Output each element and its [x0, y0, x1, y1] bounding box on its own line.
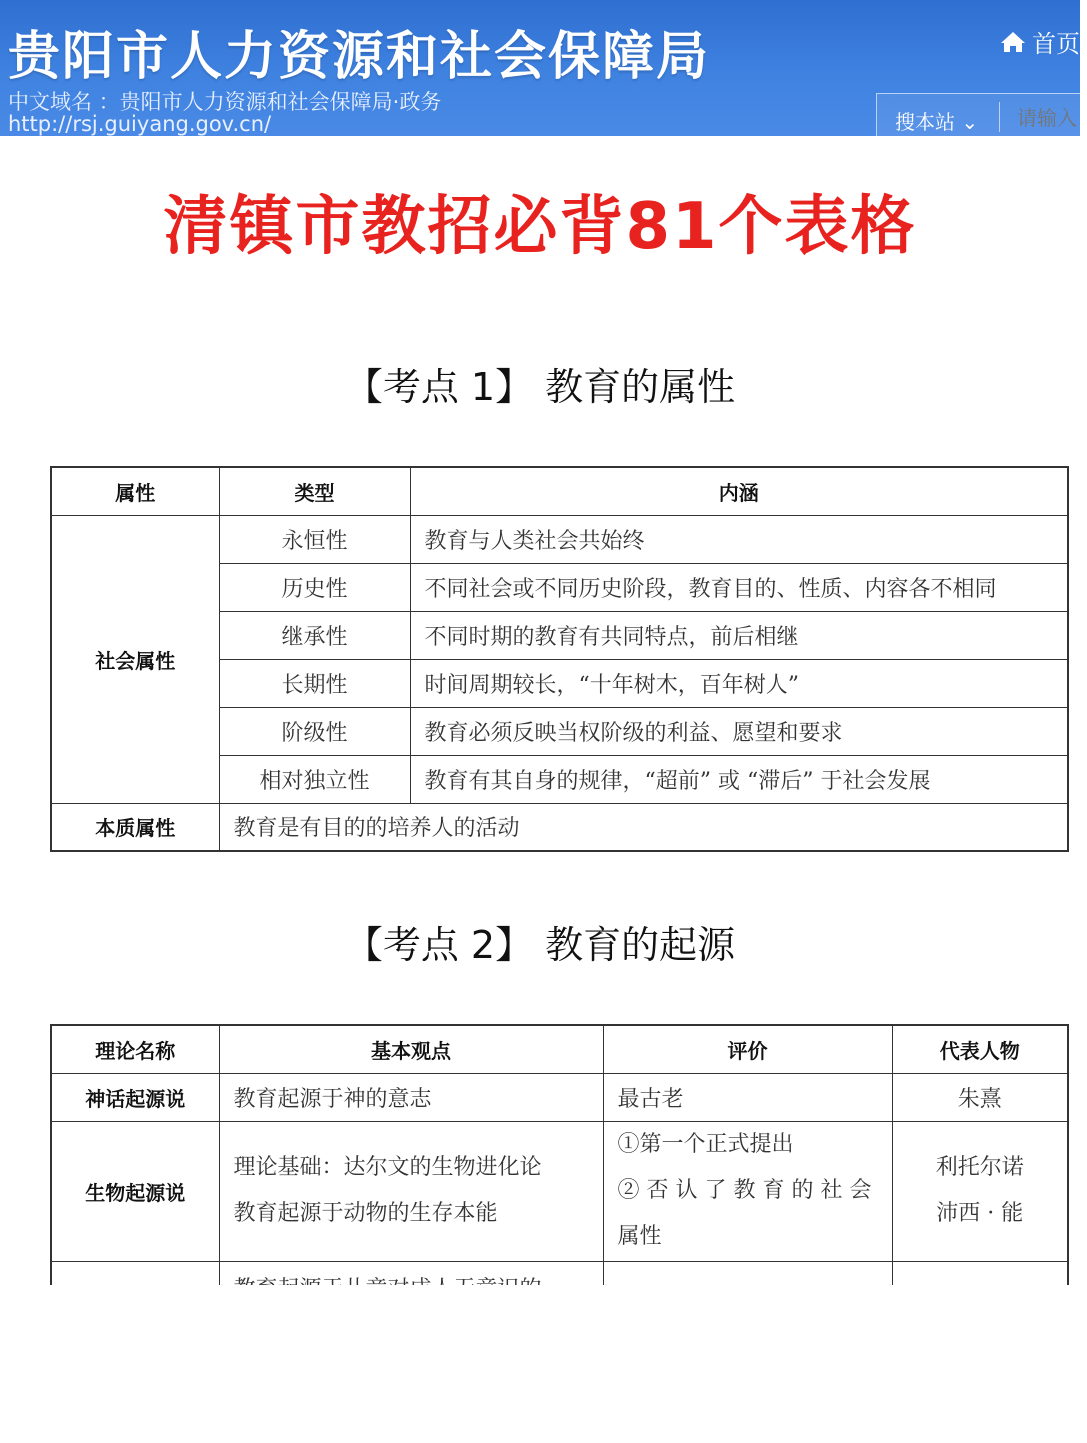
- essence-label-cell: 本质属性: [51, 803, 219, 851]
- header-cell: 评价: [603, 1025, 892, 1073]
- header-cell: 理论名称: [51, 1025, 219, 1073]
- site-title[interactable]: 贵阳市人力资源和社会保障局: [8, 27, 711, 87]
- search-divider: [999, 102, 1000, 132]
- view-cell: [219, 1121, 603, 1261]
- home-label: 首页: [1032, 30, 1080, 58]
- table-row: [51, 803, 1068, 851]
- view-line: 教育起源于动物的生存本能: [233, 1201, 498, 1226]
- table-row: [51, 515, 1068, 563]
- meaning-cell: 不同时期的教育有共同特点，前后相继: [410, 611, 1068, 659]
- blank-area: [0, 1285, 1080, 1443]
- type-cell: 阶级性: [219, 707, 410, 755]
- theory-cell: 神话起源说: [51, 1073, 219, 1121]
- table-row: [51, 1121, 1068, 1261]
- table-header-row: [51, 1025, 1068, 1073]
- eval-line: 属性: [617, 1224, 662, 1249]
- type-cell: 历史性: [219, 563, 410, 611]
- meaning-cell: 教育有其自身的规律，“超前” 或 “滞后” 于社会发展: [410, 755, 1068, 803]
- person-line: 沛西 · 能: [936, 1201, 1024, 1226]
- home-icon: [1000, 30, 1026, 54]
- site-subtitle: 中文域名 ：贵阳市人力资源和社会保障局·政务: [8, 90, 442, 114]
- header-cell: 代表人物: [892, 1025, 1068, 1073]
- type-cell: 继承性: [219, 611, 410, 659]
- attributes-table: [50, 466, 1069, 852]
- header-cell: 类型: [219, 467, 410, 515]
- search-scope-dropdown[interactable]: 搜本站 ⌄: [895, 110, 979, 134]
- search-bar: [876, 93, 1082, 137]
- type-cell: 永恒性: [219, 515, 410, 563]
- header-cell: 内涵: [410, 467, 1068, 515]
- page-title: 清镇市教招必背81个表格: [163, 190, 917, 264]
- eval-cell: [603, 1121, 892, 1261]
- search-input[interactable]: [1017, 106, 1087, 130]
- person-cell: [892, 1121, 1068, 1261]
- person-cell: 朱熹: [892, 1073, 1068, 1121]
- view-line: 理论基础：达尔文的生物进化论: [233, 1155, 542, 1180]
- eval-cell: 最古老: [603, 1073, 892, 1121]
- theory-cell: 生物起源说: [51, 1121, 219, 1261]
- table-row: [51, 1073, 1068, 1121]
- eval-line: ①第一个正式提出: [617, 1132, 794, 1157]
- meaning-cell: 时间周期较长，“十年树木，百年树人”: [410, 659, 1068, 707]
- origins-table: [50, 1024, 1069, 1322]
- person-line: 利托尔诺: [935, 1155, 1024, 1180]
- table-header-row: [51, 467, 1068, 515]
- view-cell: 教育起源于神的意志: [219, 1073, 603, 1121]
- type-cell: 相对独立性: [219, 755, 410, 803]
- site-url[interactable]: http://rsj.guiyang.gov.cn/: [8, 112, 272, 136]
- eval-line: ② 否 认 了 教 育 的 社 会: [617, 1178, 872, 1203]
- meaning-cell: 教育必须反映当权阶级的利益、愿望和要求: [410, 707, 1068, 755]
- section2-title: 【考点 2】 教育的起源: [344, 923, 736, 967]
- header-cell: 基本观点: [219, 1025, 603, 1073]
- meaning-cell: 教育与人类社会共始终: [410, 515, 1068, 563]
- group-cell-social: 社会属性: [51, 515, 219, 803]
- header-cell: 属性: [51, 467, 219, 515]
- section1-title: 【考点 1】 教育的属性: [344, 365, 736, 409]
- site-banner: [0, 0, 1080, 136]
- meaning-cell: 不同社会或不同历史阶段，教育目的、性质、内容各不相同: [410, 563, 1068, 611]
- home-link[interactable]: [1000, 24, 1080, 59]
- essence-meaning-cell: 教育是有目的的培养人的活动: [219, 803, 1068, 851]
- type-cell: 长期性: [219, 659, 410, 707]
- origins-table-viewport: [0, 1024, 1080, 1285]
